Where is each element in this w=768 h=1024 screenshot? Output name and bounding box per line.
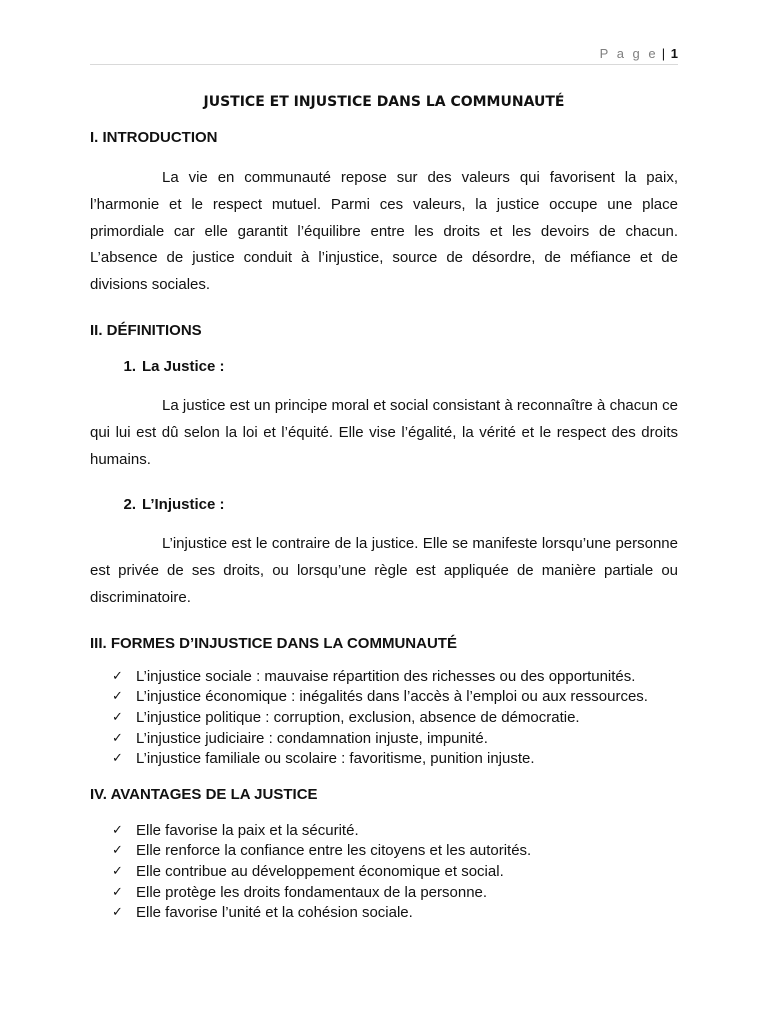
- check-icon: ✓: [112, 863, 123, 879]
- check-icon: ✓: [112, 884, 123, 900]
- check-icon: ✓: [112, 689, 123, 705]
- page-header: [90, 44, 678, 65]
- document-body: [90, 92, 678, 924]
- check-icon: ✓: [112, 843, 123, 859]
- check-icon: ✓: [112, 668, 123, 684]
- list-item: ✓ L’injustice judiciaire : condamnation injuste, impunité.: [90, 729, 678, 750]
- check-icon: ✓: [112, 751, 123, 767]
- list-item: ✓ Elle favorise la paix et la sécurité.: [90, 821, 678, 842]
- introduction-paragraph: La vie en communauté repose sur des valeurs qui favorisent la paix, l’harmonie et le respect mutuel. Parmi ces valeurs, la justice occupe une place primordiale car elle garantit l’équilibre entre les droits et les devoirs de chacun. L’absence de justice conduit à l’injustice, source de désordre, de méfiance et de divisions sociales.: [90, 169, 678, 294]
- advantages-list: [90, 821, 678, 924]
- document-title: JUSTICE ET INJUSTICE DANS LA COMMUNAUTÉ: [203, 94, 565, 110]
- check-icon: ✓: [112, 730, 123, 746]
- subheading-number: 2.: [123, 496, 136, 514]
- justice-definition-paragraph: La justice est un principe moral et social consistant à reconnaître à chacun ce qui lui est dû selon la loi et l’équité. Elle vise l’égalité, la vérité et le respect des droits humains.: [90, 396, 678, 468]
- list-item: ✓ Elle contribue au développement économique et social.: [90, 862, 678, 883]
- subheading-justice: [90, 357, 678, 377]
- section-heading-advantages: IV. AVANTAGES DE LA JUSTICE: [90, 785, 318, 803]
- section-heading-introduction: I. INTRODUCTION: [90, 129, 218, 146]
- page-separator: |: [661, 46, 666, 61]
- injustice-definition-paragraph: L’injustice est le contraire de la justice. Elle se manifeste lorsqu’une personne est privée de ses droits, ou lorsqu’une règle est appliquée de manière partiale ou discriminatoire.: [90, 535, 678, 606]
- subheading-label: La Justice :: [142, 357, 225, 375]
- section-heading-forms: III. FORMES D’INJUSTICE DANS LA COMMUNAUTÉ: [90, 634, 457, 652]
- check-icon: ✓: [112, 822, 123, 838]
- subheading-injustice: [90, 495, 678, 515]
- list-item: ✓ L’injustice politique : corruption, exclusion, absence de démocratie.: [90, 708, 678, 729]
- forms-list: [90, 667, 678, 770]
- page-label: P a g e: [599, 46, 659, 61]
- list-item: ✓ Elle favorise l’unité et la cohésion sociale.: [90, 903, 678, 924]
- list-item: ✓ Elle renforce la confiance entre les citoyens et les autorités.: [90, 841, 678, 862]
- subheading-number: 1.: [123, 357, 136, 375]
- check-icon: ✓: [112, 709, 123, 725]
- list-item: ✓ L’injustice économique : inégalités dans l’accès à l’emploi ou aux ressources.: [90, 687, 678, 708]
- check-icon: ✓: [112, 905, 123, 921]
- page-number: 1: [670, 46, 678, 61]
- list-item: ✓ Elle protège les droits fondamentaux de la personne.: [90, 883, 678, 904]
- section-heading-definitions: II. DÉFINITIONS: [90, 321, 202, 339]
- subheading-label: L’Injustice :: [142, 496, 225, 514]
- list-item: ✓ L’injustice familiale ou scolaire : favoritisme, punition injuste.: [90, 749, 678, 770]
- list-item: ✓ L’injustice sociale : mauvaise répartition des richesses ou des opportunités.: [90, 667, 678, 688]
